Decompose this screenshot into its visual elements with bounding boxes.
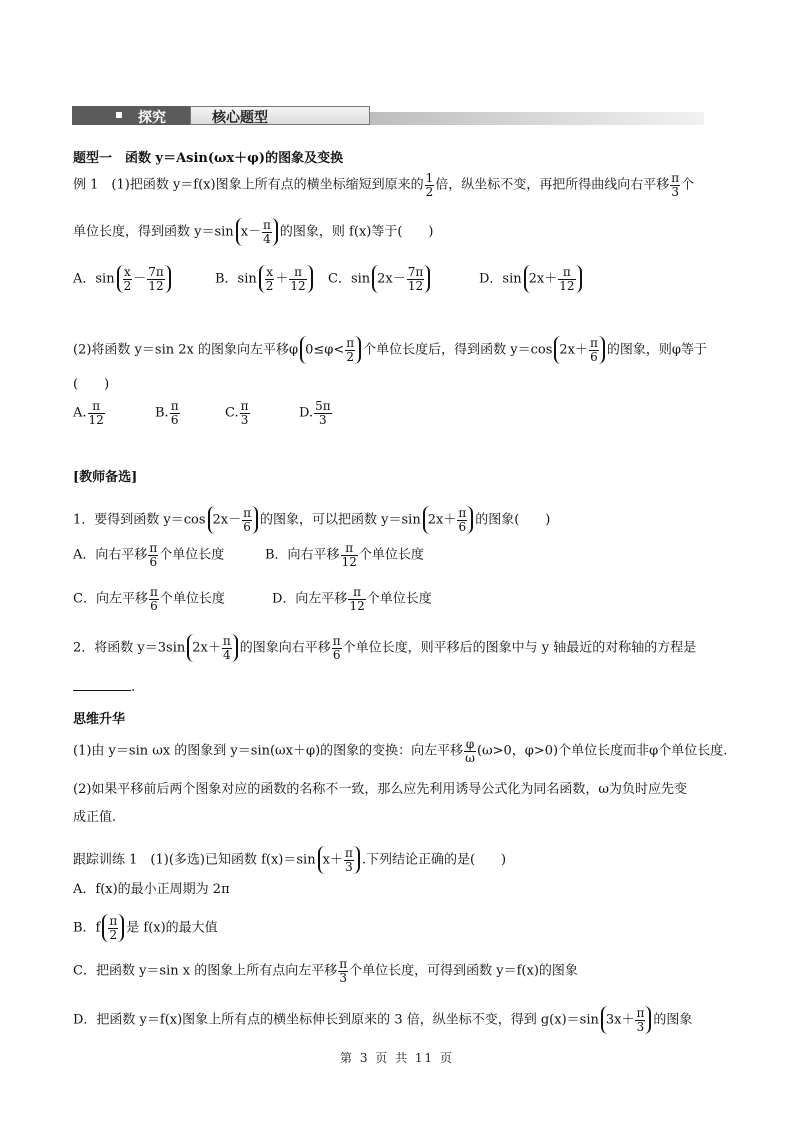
- page-footer: 第 3 页 共 11 页: [340, 1051, 454, 1065]
- teacher-q1-option-b[interactable]: B．向右平移 $\frac{\pi}{12}$ 个单位长度: [265, 541, 424, 569]
- section-banner: [72, 106, 632, 125]
- teacher-q2: 2．将函数 y＝3sin 2x＋ $\frac{\pi}{4}$ 的图象向右平移 $\frac{\pi}{6}$ 个单位长度，则平移后的图象中与 y 轴最近的对称轴的方程是: [73, 634, 697, 662]
- fraction: $\frac{1}{2}$: [425, 171, 434, 199]
- ex1-part2-option-a[interactable]: A. $\frac{\pi}{12}$: [73, 399, 104, 427]
- teacher-q1-option-a[interactable]: A．向右平移 $\frac{\pi}{6}$ 个单位长度: [73, 541, 225, 569]
- square-bullet-icon: [116, 112, 122, 118]
- thinking-title: 思维升华: [73, 712, 126, 727]
- ex1-part2-option-c[interactable]: C. $\frac{\pi}{3}$: [225, 399, 249, 427]
- teacher-q1-option-d[interactable]: D．向左平移 $\frac{\pi}{12}$ 个单位长度: [272, 585, 432, 613]
- ex1-part2-option-d[interactable]: D. $\frac{5\pi}{3}$: [299, 399, 331, 427]
- follow-option-b[interactable]: B．f $\frac{\pi}{2}$ 是 f(x)的最大值: [73, 914, 218, 942]
- ex1-option-a[interactable]: A．sin $\frac{x}{2}$ － $\frac{7\pi}{12}$: [73, 265, 173, 293]
- ex1-part2-line1: (2)将函数 y＝sin 2x 的图象向左平移φ 0≤φ< $\frac{\pi}{2}$ 个单位长度后，得到函数 y＝cos 2x＋ $\frac{\pi}{6}$ 的图象，则φ等于: [73, 336, 708, 364]
- ex1-option-d[interactable]: D．sin 2x＋ $\frac{\pi}{12}$: [479, 265, 584, 293]
- follow-option-c[interactable]: C．把函数 y＝sin x 的图象上所有点向左平移 $\frac{\pi}{3}$ 个单位长度，可得到函数 y＝f(x)的图象: [73, 957, 578, 985]
- banner-label-core: 核心题型: [212, 110, 268, 126]
- fraction: $\frac{\pi}{3}$: [671, 171, 680, 199]
- thinking-point-2: (2)如果平移前后两个图象对应的函数的名称不一致，那么应先利用诱导公式化为同名函数，ω为负时应先变: [73, 782, 688, 797]
- banner-label-explore: 探究: [138, 110, 166, 126]
- teacher-q1: 1．要得到函数 y＝cos 2x－ $\frac{\pi}{6}$ 的图象，可以把函数 y＝sin 2x＋ $\frac{\pi}{6}$ 的图象( ): [73, 506, 551, 534]
- follow-q1: 跟踪训练 1 (1)(多选)已知函数 f(x)＝sin x＋ $\frac{\pi}{3}$ .下列结论正确的是( ): [73, 846, 507, 874]
- ex1-part2-paren: ( ): [73, 377, 110, 392]
- ex1-option-c[interactable]: C．sin 2x－ $\frac{7\pi}{12}$: [328, 265, 432, 293]
- follow-option-d[interactable]: D．把函数 y＝f(x)图象上所有点的横坐标伸长到原来的 3 倍，纵坐标不变，得到 g(x)＝sin 3x＋ $\frac{\pi}{3}$ 的图象: [73, 1006, 693, 1034]
- teacher-title: [教师备选]: [73, 470, 138, 485]
- ex1-part2-option-b[interactable]: B. $\frac{\pi}{6}$: [155, 399, 179, 427]
- thinking-point-2-cont: 成正值.: [73, 810, 117, 825]
- ex1-line1: 例 1 (1)把函数 y＝f(x)图象上所有点的横坐标缩短到原来的 $\frac{1}{2}$ 倍，纵坐标不变，再把所得曲线向右平移 $\frac{\pi}{3}$ 个: [73, 171, 695, 199]
- section-heading: 题型一 函数 y＝Asin(ωx＋φ)的图象及变换: [73, 151, 344, 166]
- teacher-q1-option-c[interactable]: C．向左平移 $\frac{\pi}{6}$ 个单位长度: [73, 585, 225, 613]
- thinking-point-1: (1)由 y＝sin ωx 的图象到 y＝sin(ωx＋φ)的图象的变换：向左平移 $\frac{\varphi}{\omega}$ (ω>0，φ>0)个单位长度而非φ个单位长度.: [73, 737, 728, 765]
- follow-option-a[interactable]: A．f(x)的最小正周期为 2π: [73, 882, 230, 897]
- ex1-line2: 单位长度，得到函数 y＝sin x－ $\frac{\pi}{4}$ 的图象，则 f(x)等于( ): [73, 218, 434, 246]
- teacher-q2-answer-blank[interactable]: .: [73, 680, 135, 695]
- ex1-option-b[interactable]: B．sin $\frac{x}{2}$ ＋ $\frac{\pi}{12}$: [215, 265, 315, 293]
